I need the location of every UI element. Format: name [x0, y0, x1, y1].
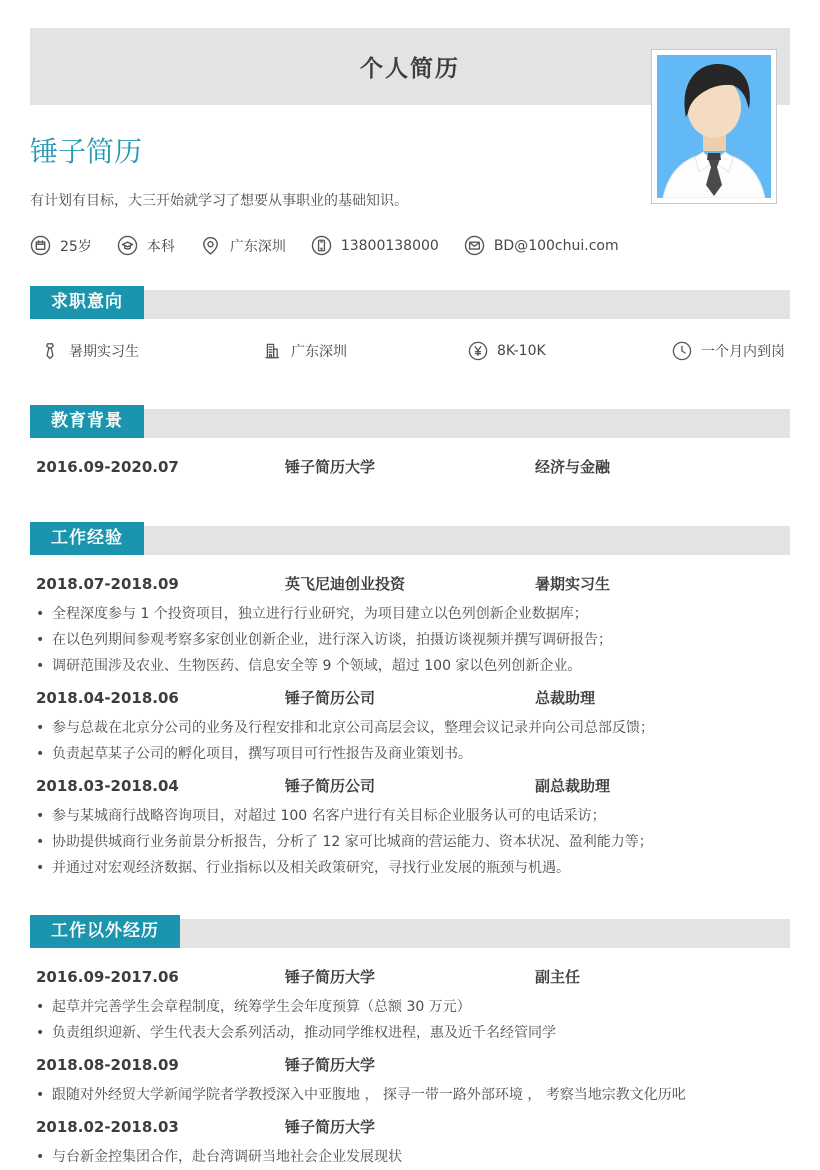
intent-label: 一个月内到岗 — [701, 344, 785, 360]
entry-bullets — [30, 994, 790, 1046]
intent-label: 暑期实习生 — [69, 344, 139, 360]
entry-date: 2018.03-2018.04 — [36, 777, 179, 795]
profile-info-item — [200, 235, 286, 256]
section-header-bar — [30, 409, 790, 438]
entry-organization: 锤子简历大学 — [285, 1118, 376, 1136]
clock-icon — [672, 341, 692, 361]
entry-bullets — [30, 1144, 790, 1170]
experience-entry — [30, 575, 790, 679]
building-icon — [262, 341, 282, 361]
bullet-item: • 参与某城商行战略咨询项目，对超过 100 名客户进行有关目标企业服务认可的电话采访； — [30, 803, 790, 829]
profile-info-item — [117, 235, 175, 256]
info-label: 本科 — [146, 238, 175, 255]
section-title: 工作经验 — [30, 522, 144, 555]
profile-photo — [651, 49, 777, 204]
entry-organization: 锤子简历大学 — [285, 1056, 376, 1074]
section-title: 求职意向 — [30, 286, 144, 319]
resume-section — [30, 522, 790, 881]
candidate-name: 锤子简历 — [30, 135, 143, 168]
entry-bullets — [30, 715, 790, 767]
section-header — [30, 405, 790, 438]
entry-heading — [30, 1118, 790, 1136]
section-entries — [30, 968, 790, 1170]
entry-role: 经济与金融 — [535, 458, 611, 476]
info-label: 广东深圳 — [229, 238, 286, 255]
entry-heading — [30, 777, 790, 795]
experience-entry — [30, 1118, 790, 1170]
resume-section — [30, 915, 790, 1170]
section-header-bar — [30, 526, 790, 555]
entry-date: 2016.09-2017.06 — [36, 968, 179, 986]
location-icon — [200, 235, 221, 256]
experience-entry — [30, 968, 790, 1046]
tie-icon — [40, 341, 60, 361]
entry-bullets — [30, 1082, 790, 1108]
section-job-intent — [30, 286, 790, 362]
entry-heading — [30, 1056, 790, 1074]
entry-role — [535, 1118, 790, 1136]
entry-role: 暑期实习生 — [535, 575, 611, 593]
entry-date: 2018.07-2018.09 — [36, 575, 179, 593]
bullet-item: • 在以色列期间参观考察多家创业创新企业，进行深入访谈，拍摄访谈视频并撰写调研报告； — [30, 627, 790, 653]
bullet-item: • 协助提供城商行业务前景分析报告，分析了 12 家可比城商的营运能力、资本状况、盈利能力等； — [30, 829, 790, 855]
job-intent-item — [40, 340, 262, 362]
entry-date: 2018.02-2018.03 — [36, 1118, 179, 1136]
info-label: 13800138000 — [340, 237, 439, 254]
job-intent-item — [468, 340, 672, 362]
profile-section — [30, 135, 790, 256]
bullet-item: • 全程深度参与 1 个投资项目，独立进行行业研究，为项目建立以色列创新企业数据库； — [30, 601, 790, 627]
yen-icon — [468, 341, 488, 361]
entry-role: 总裁助理 — [535, 689, 596, 707]
section-header-bar — [30, 290, 790, 319]
profile-info-row — [30, 235, 790, 256]
resume-sections — [30, 405, 790, 1170]
experience-entry — [30, 1056, 790, 1108]
bullet-item: • 调研范围涉及农业、生物医药、信息安全等 9 个领域，超过 100 家以色列创新企业。 — [30, 653, 790, 679]
entry-role: 副总裁助理 — [535, 777, 611, 795]
page-title: 个人简历 — [360, 56, 460, 82]
bullet-item: • 负责组织迎新、学生代表大会系列活动，推动同学维权进程，惠及近千名经管同学 — [30, 1020, 790, 1046]
degree-icon — [117, 235, 138, 256]
section-title: 工作以外经历 — [30, 915, 180, 948]
intent-label: 广东深圳 — [291, 344, 347, 360]
bullet-item: • 负责起草某子公司的孵化项目，撰写项目可行性报告及商业策划书。 — [30, 741, 790, 767]
entry-role: 副主任 — [535, 968, 581, 986]
bullet-item: • 起草并完善学生会章程制度，统筹学生会年度预算（总额 30 万元） — [30, 994, 790, 1020]
entry-role — [535, 1056, 790, 1074]
calendar-icon — [30, 235, 51, 256]
experience-entry — [30, 777, 790, 881]
profile-info-item — [311, 235, 439, 256]
entry-organization: 锤子简历公司 — [285, 689, 376, 707]
job-intent-row — [30, 340, 790, 362]
phone-icon — [311, 235, 332, 256]
bullet-item: • 参与总裁在北京分公司的业务及行程安排和北京公司高层会议，整理会议记录并向公司总部反馈； — [30, 715, 790, 741]
entry-organization: 锤子简历大学 — [285, 458, 376, 476]
section-header — [30, 286, 790, 319]
section-entries — [30, 575, 790, 881]
job-intent-item — [672, 340, 790, 362]
entry-heading — [30, 458, 790, 476]
job-intent-item — [262, 340, 468, 362]
bullet-item: • 并通过对宏观经济数据、行业指标以及相关政策研究，寻找行业发展的瓶颈与机遇。 — [30, 855, 790, 881]
bullet-item: • 跟随对外经贸大学新闻学院者学教授深入中亚腹地 ， 探寻一带一路外部环境 ， 考察当地宗教文化历叱 — [30, 1082, 790, 1108]
profile-summary: 有计划有目标，大三开始就学习了想要从事职业的基础知识。 — [30, 193, 408, 209]
entry-bullets — [30, 803, 790, 881]
entry-heading — [30, 575, 790, 593]
section-header — [30, 915, 790, 948]
entry-date: 2016.09-2020.07 — [36, 458, 179, 476]
info-label: BD@100chui.com — [493, 237, 619, 254]
entry-heading — [30, 968, 790, 986]
experience-entry — [30, 689, 790, 767]
resume-section — [30, 405, 790, 476]
avatar-illustration — [657, 55, 771, 198]
info-label: 25岁 — [60, 238, 92, 255]
entry-organization: 锤子简历大学 — [285, 968, 376, 986]
bullet-item: • 与台新金控集团合作，赴台湾调研当地社会企业发展现状 — [30, 1144, 790, 1170]
section-title: 教育背景 — [30, 405, 144, 438]
entry-organization: 锤子简历公司 — [285, 777, 376, 795]
entry-date: 2018.08-2018.09 — [36, 1056, 179, 1074]
entry-bullets — [30, 601, 790, 679]
section-header — [30, 522, 790, 555]
profile-info-item — [464, 235, 619, 256]
section-entries — [30, 458, 790, 476]
entry-date: 2018.04-2018.06 — [36, 689, 179, 707]
entry-heading — [30, 689, 790, 707]
intent-label: 8K-10K — [497, 343, 546, 359]
experience-entry — [30, 458, 790, 476]
profile-info-item — [30, 235, 92, 256]
mail-icon — [464, 235, 485, 256]
entry-organization: 英飞尼迪创业投资 — [285, 575, 406, 593]
